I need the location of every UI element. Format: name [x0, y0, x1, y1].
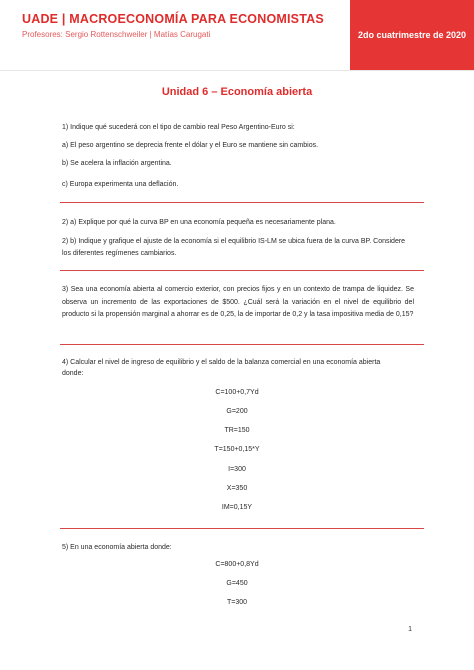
q4-equation: C=100+0,7Yd — [215, 389, 259, 396]
q3-text: 3) Sea una economía abierta al comercio exterior, con precios fijos y en un contexto de trampa de liquidez. Se observa un incremento de las exportaciones de $500. ¿Cuál será la variación en el nivel de equilibrio del producto si la propensión marginal a ahorrar es de 0,25, la de importar de 0,2 y la tasa impositiva media de 0,15? — [62, 286, 414, 318]
q5-equation: G=450 — [226, 580, 248, 587]
page-number: 1 — [408, 626, 412, 633]
separator — [60, 528, 424, 529]
q1-option-b: b) Se acelera la inflación argentina. — [62, 160, 172, 167]
professors-line: Profesores: Sergio Rottenschweiler | Matías Carugati — [22, 30, 211, 39]
unit-title: Unidad 6 – Economía abierta — [161, 86, 313, 98]
q4-prompt-line2: donde: — [62, 370, 84, 377]
q4-equation: T=150+0,15*Y — [214, 446, 260, 453]
q5-prompt: 5) En una economía abierta donde: — [62, 544, 172, 551]
header-left — [22, 12, 324, 39]
q5-equation: C=800+0,8Yd — [215, 561, 259, 568]
q2-part-b-line1: 2) b) Indique y grafique el ajuste de la economía si el equilibrio IS-LM se ubica fuera de la curva BP. Considere — [62, 238, 406, 245]
separator — [60, 344, 424, 345]
q2-part-b-line2: los diferentes regímenes cambiarios. — [62, 250, 177, 257]
q2-part-a: 2) a) Explique por qué la curva BP en una economía pequeña es necesariamente plana. — [62, 219, 336, 226]
q4-equation: G=200 — [226, 408, 248, 415]
q1-prompt: 1) Indique qué sucederá con el tipo de cambio real Peso Argentino-Euro si: — [62, 124, 295, 131]
separator — [60, 202, 424, 203]
q4-equation: I=300 — [228, 466, 246, 473]
q4-prompt-line1: 4) Calcular el nivel de ingreso de equilibrio y el saldo de la balanza comercial en una economía abierta — [62, 359, 381, 366]
separator — [60, 270, 424, 271]
page-header — [0, 0, 474, 71]
q5-equation: T=300 — [226, 599, 248, 606]
q1-option-c: c) Europa experimenta una deflación. — [62, 181, 179, 188]
q1-option-a: a) El peso argentino se deprecia frente el dólar y el Euro se mantiene sin cambios. — [62, 142, 319, 149]
q4-equation: TR=150 — [224, 427, 250, 434]
q4-equation: IM=0,15Y — [221, 504, 253, 511]
q4-equation: X=350 — [226, 485, 248, 492]
course-title: UADE | MACROECONOMÍA PARA ECONOMISTAS — [22, 12, 324, 26]
term-badge: 2do cuatrimestre de 2020 — [350, 0, 474, 70]
